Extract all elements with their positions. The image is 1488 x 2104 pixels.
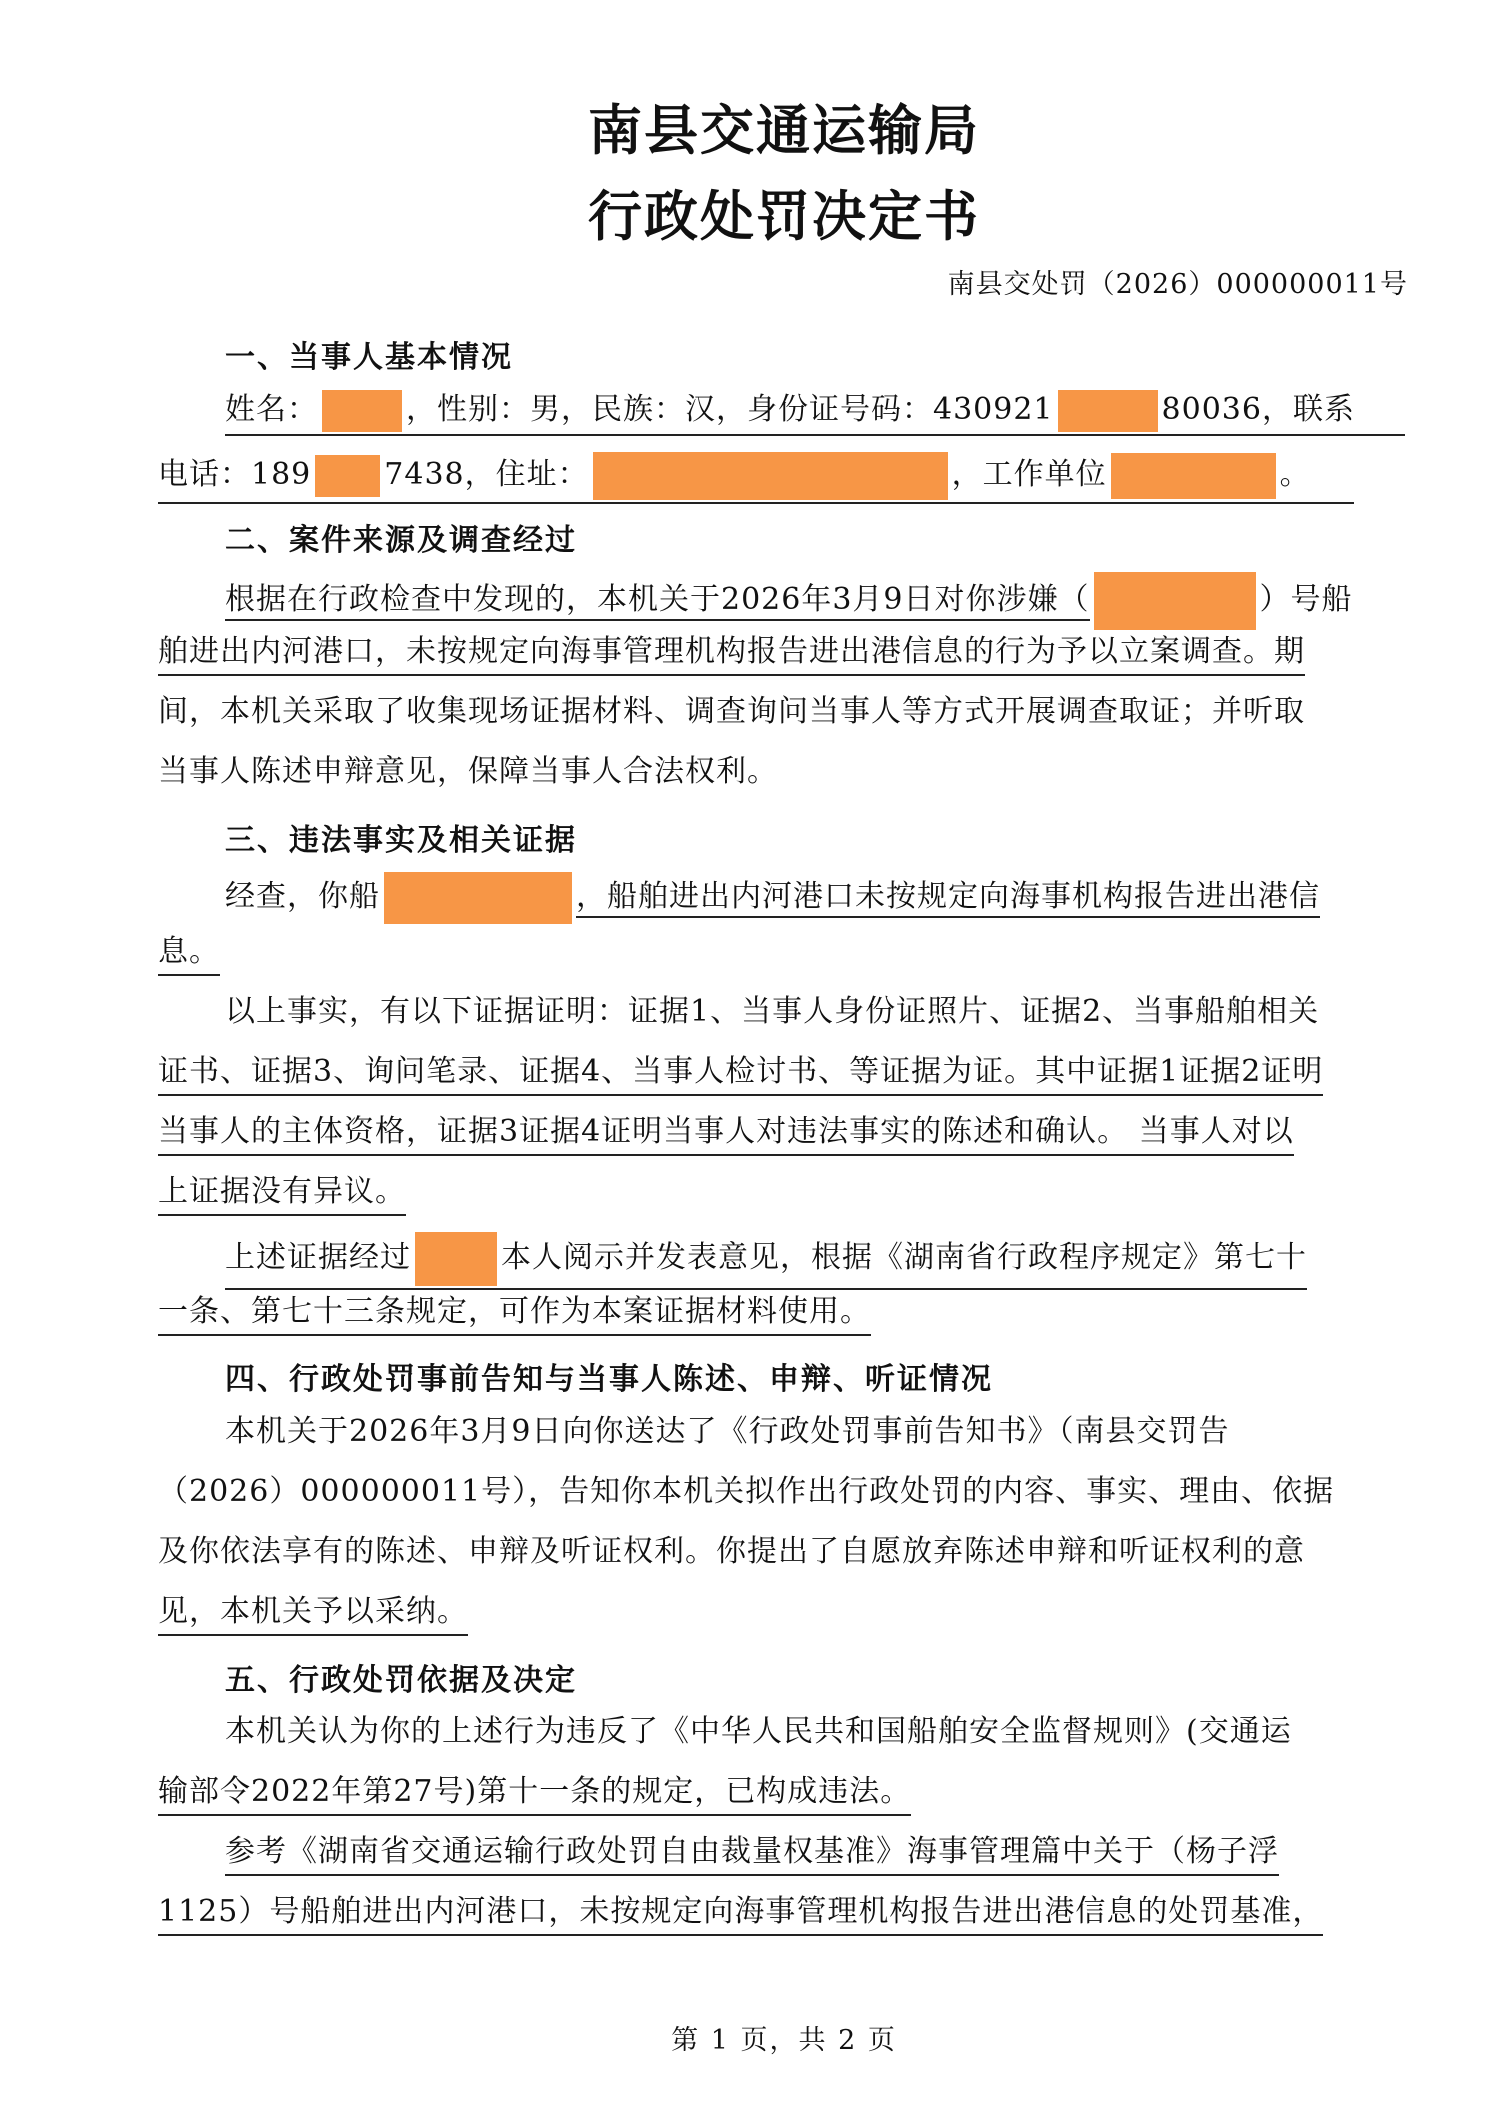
text: ，工作单位 (951, 457, 1107, 492)
text: ，性别：男，民族：汉，身份证号码：430921 (406, 392, 1054, 427)
redaction-block (1094, 572, 1256, 630)
section-heading-decision: 五、行政处罚依据及决定 (225, 1663, 577, 1698)
document-number: 南县交处罚（2026）000000011号 (947, 269, 1408, 300)
document-title-agency: 南县交通运输局 (588, 99, 980, 162)
text: ，船舶进出内河港口未按规定向海事机构报告进出港信 (576, 879, 1320, 918)
decision-line-3: 参考《湖南省交通运输行政处罚自由裁量权基准》海事管理篇中关于（杨子浮 (225, 1832, 1279, 1876)
notice-line-1: 本机关于2026年3月9日向你送达了《行政处罚事前告知书》（南县交罚告 (225, 1414, 1230, 1449)
case-source-line-3: 间，本机关采取了收集现场证据材料、调查询问当事人等方式开展调查取证；并听取 (158, 694, 1305, 729)
redaction-block (593, 452, 948, 500)
party-info-line-2 (158, 452, 1354, 504)
text: 姓名： (225, 392, 318, 427)
text: 以上事实，有以下证据证明：证据1、当事人身份证照片、证据2、当事船舶相关 (225, 994, 1320, 1029)
facts-line-1 (225, 872, 1320, 924)
notice-line-3: 及你依法享有的陈述、申辩及听证权利。你提出了自愿放弃陈述申辩和听证权利的意 (158, 1534, 1305, 1569)
text: 。 (1279, 457, 1311, 492)
evidence-review-line-2: 一条、第七十三条规定，可作为本案证据材料使用。 (158, 1292, 871, 1336)
decision-line-1: 本机关认为你的上述行为违反了《中华人民共和国船舶安全监督规则》(交通运 (225, 1714, 1292, 1749)
redaction-block (1111, 453, 1276, 499)
redaction-block (322, 390, 402, 432)
case-source-line-1 (225, 572, 1353, 630)
notice-line-2: （2026）000000011号），告知你本机关拟作出行政处罚的内容、事实、理由、依据 (158, 1474, 1335, 1509)
text: ）号船 (1259, 582, 1353, 617)
text: 经查，你船 (225, 879, 380, 914)
section-heading-notice: 四、行政处罚事前告知与当事人陈述、申辩、听证情况 (225, 1362, 993, 1397)
decision-line-2: 输部令2022年第27号)第十一条的规定，已构成违法。 (158, 1772, 911, 1816)
evidence-line-3: 当事人的主体资格，证据3证据4证明当事人对违法事实的陈述和确认。 当事人对以 (158, 1112, 1294, 1156)
evidence-line-4: 上证据没有异议。 (158, 1172, 406, 1216)
section-heading-party-info: 一、当事人基本情况 (225, 340, 513, 375)
document-title-type: 行政处罚决定书 (588, 185, 980, 248)
case-source-line-4: 当事人陈述申辩意见，保障当事人合法权利。 (158, 754, 778, 789)
text: 上述证据经过 (225, 1240, 411, 1275)
party-info-line-1 (225, 390, 1405, 436)
notice-line-4: 见，本机关予以采纳。 (158, 1592, 468, 1636)
evidence-review-line-1 (225, 1232, 1307, 1290)
case-source-line-2: 舶进出内河港口，未按规定向海事管理机构报告进出港信息的行为予以立案调查。期 (158, 632, 1305, 676)
text: 80036，联系 (1161, 392, 1355, 427)
redaction-block (315, 455, 380, 497)
section-heading-facts: 三、违法事实及相关证据 (225, 823, 577, 858)
text: 根据在行政检查中发现的，本机关于2026年3月9日对你涉嫌（ (225, 582, 1090, 621)
facts-line-2: 息。 (158, 932, 220, 976)
decision-line-4: 1125）号船舶进出内河港口，未按规定向海事管理机构报告进出港信息的处罚基准， (158, 1892, 1323, 1936)
text: 7438，住址： (384, 457, 589, 492)
redaction-block (415, 1232, 497, 1286)
section-heading-case-source: 二、案件来源及调查经过 (225, 523, 577, 558)
text: 本人阅示并发表意见，根据《湖南省行政程序规定》第七十 (501, 1240, 1307, 1275)
evidence-line-2: 证书、证据3、询问笔录、证据4、当事人检讨书、等证据为证。其中证据1证据2证明 (158, 1052, 1323, 1096)
text: 电话：189 (158, 457, 312, 492)
page-number: 第 1 页，共 2 页 (671, 2025, 897, 2056)
evidence-line-1 (225, 992, 1319, 1032)
redaction-block (384, 872, 572, 924)
redaction-block (1058, 390, 1158, 432)
